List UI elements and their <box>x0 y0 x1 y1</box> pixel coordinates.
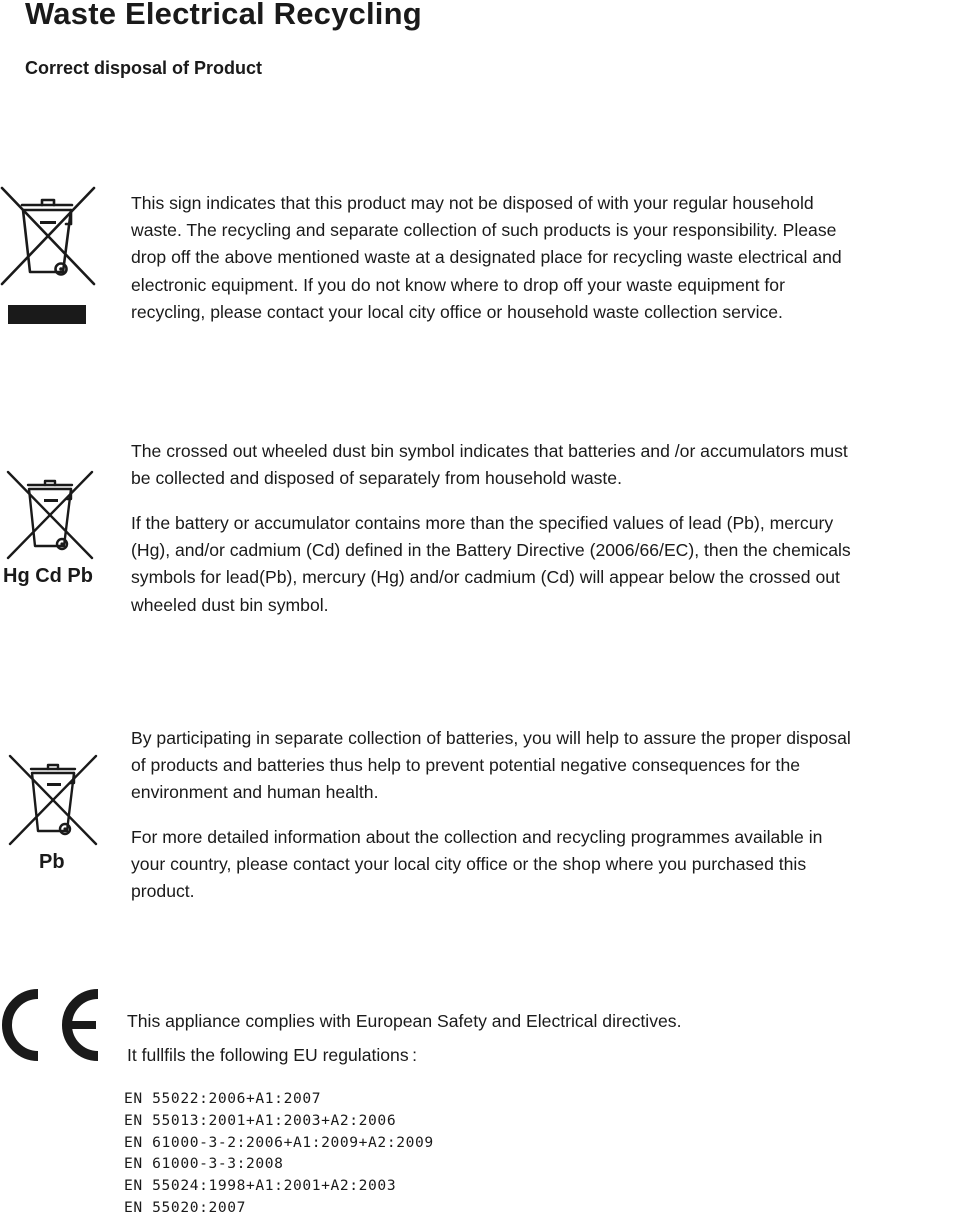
text-line: waste. The recycling and separate collection of such products is your responsibility. Please <box>131 220 837 241</box>
regulations-list <box>124 1088 434 1219</box>
lead-symbol-label: Pb <box>39 851 65 873</box>
text-line: symbols for lead(Pb), mercury (Hg) and/or cadmium (Cd) will appear below the crossed out <box>131 567 840 588</box>
regulation-item: EN 61000-3-2:2006+A1:2009+A2:2009 <box>124 1133 434 1151</box>
ce-compliance-text: This appliance complies with European Safety and Electrical directives. <box>127 1011 682 1031</box>
text-line: This sign indicates that this product may not be disposed of with your regular household <box>131 193 814 213</box>
section1-paragraph <box>131 190 842 326</box>
weee-battery-bin-icon <box>6 470 94 560</box>
regulation-item: EN 55020:2007 <box>124 1198 247 1216</box>
text-line: drop off the above mentioned waste at a designated place for recycling waste electrical and <box>131 247 842 268</box>
weee-lead-bin-icon <box>8 754 98 846</box>
text-line: environment and human health. <box>131 782 379 803</box>
text-line: recycling, please contact your local city office or household waste collection service. <box>131 301 783 322</box>
text-line: product. <box>131 881 195 902</box>
text-line: your country, please contact your local city office or the shop where you purchased this <box>131 854 807 875</box>
text-line: The crossed out wheeled dust bin symbol indicates that batteries and /or accumulators must <box>131 441 848 461</box>
text-line: By participating in separate collection of batteries, you will help to assure the proper disposal <box>131 728 851 748</box>
section2-paragraph-2 <box>131 510 851 619</box>
text-line: electronic equipment. If you do not know where to drop off your waste equipment for <box>131 274 785 295</box>
text-line: of products and batteries thus help to prevent potential negative consequences for the <box>131 755 801 776</box>
text-line: (Hg), and/or cadmium (Cd) defined in the Battery Directive (2006/66/EC), then the chemicals <box>131 540 851 561</box>
ce-mark-icon <box>0 988 104 1062</box>
section3-paragraph-2 <box>131 824 822 906</box>
chemical-symbols-label: Hg Cd Pb <box>3 565 93 587</box>
page-title: Waste Electrical Recycling <box>25 0 422 31</box>
text-line: wheeled dust bin symbol. <box>131 594 329 615</box>
section3-paragraph-1 <box>131 725 851 807</box>
regulation-item: EN 55024:1998+A1:2001+A2:2003 <box>124 1177 397 1195</box>
regulation-item: EN 55022:2006+A1:2007 <box>124 1090 322 1107</box>
ce-regulations-intro: It fullfils the following EU regulations : <box>127 1045 418 1065</box>
page-subtitle: Correct disposal of Product <box>25 58 263 78</box>
section2-paragraph-1 <box>131 438 848 492</box>
text-line: If the battery or accumulator contains more than the specified values of lead (Pb), mercury <box>131 513 834 533</box>
text-line: For more detailed information about the collection and recycling programmes available in <box>131 827 823 847</box>
regulation-item: EN 55013:2001+A1:2003+A2:2006 <box>124 1111 397 1129</box>
text-line: be collected and disposed of separately from household waste. <box>131 468 622 489</box>
weee-bin-icon <box>0 186 96 326</box>
regulation-item: EN 61000-3-3:2008 <box>124 1155 284 1173</box>
